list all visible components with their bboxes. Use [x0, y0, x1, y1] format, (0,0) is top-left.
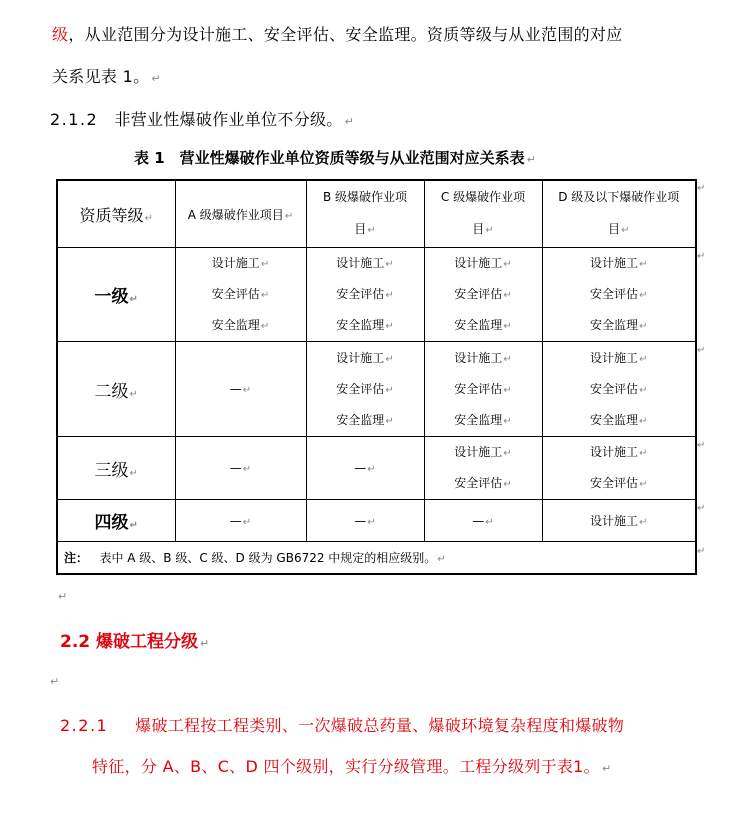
- cell-scope-list: 设计施工↵ 安全评估↵: [542, 437, 696, 500]
- clause-2-2-1-text: 爆破工程按工程类别、一次爆破总药量、爆破环境复杂程度和爆破物: [135, 716, 625, 735]
- cell-mark-icon: ↵: [485, 225, 494, 236]
- cell-scope-list: 设计施工↵ 安全评估↵ 安全监理↵: [542, 342, 696, 437]
- cell-scope-list: 设计施工↵ 安全评估↵ 安全监理↵: [175, 248, 306, 342]
- cell-not-applicable: —↵: [175, 437, 306, 500]
- intro-line-2-text: 关系见表 1。: [52, 67, 150, 86]
- table-row: [57, 437, 696, 500]
- cell-not-applicable: —↵: [306, 500, 424, 542]
- qualification-table: [56, 179, 697, 575]
- clause-2-1-2-text: 非营业性爆破作业单位不分级。: [114, 110, 343, 129]
- paragraph-mark-icon: ↵: [526, 153, 536, 166]
- row-end-mark-icon: ↵: [697, 345, 706, 356]
- paragraph-mark-icon: ↵: [58, 590, 68, 603]
- intro-line-1-text: ，从业范围分为设计施工、安全评估、安全监理。资质等级与从业范围的对应: [68, 25, 623, 44]
- row-end-mark-icon: ↵: [697, 251, 706, 262]
- section-2-2-heading: [60, 627, 209, 652]
- header-d-level: D 级及以下爆破作业项 目↵: [542, 180, 696, 248]
- cell-scope-list: 设计施工↵ 安全评估↵ 安全监理↵: [542, 248, 696, 342]
- section-2-2-heading-text: 2.2 爆破工程分级: [60, 632, 199, 652]
- cell-scope-list: 设计施工↵ 安全评估↵ 安全监理↵: [424, 342, 542, 437]
- table-row: [57, 500, 696, 542]
- cell-mark-icon: ↵: [144, 212, 153, 224]
- table-row: [57, 342, 696, 437]
- row-end-mark-icon: ↵: [697, 440, 706, 451]
- cell-mark-icon: ↵: [129, 467, 138, 479]
- clause-2-2-1-line-1: [60, 713, 624, 736]
- header-c-level: C 级爆破作业项 目↵: [424, 180, 542, 248]
- cell-scope-list: 设计施工↵ 安全评估↵: [424, 437, 542, 500]
- table-row: [57, 248, 696, 342]
- cell-not-applicable: —↵: [175, 500, 306, 542]
- table-caption: [134, 147, 536, 168]
- paragraph-mark-icon: ↵: [200, 637, 210, 650]
- row-end-mark-icon: ↵: [697, 183, 706, 194]
- clause-2-2-1-line-2: [92, 754, 612, 777]
- header-qualification-level: 资质等级↵: [57, 180, 175, 248]
- cell-scope-list: 设计施工↵ 安全评估↵ 安全监理↵: [306, 342, 424, 437]
- clause-2-1-2: [50, 107, 354, 130]
- paragraph-mark-icon: ↵: [151, 72, 161, 85]
- cell-mark-icon: ↵: [129, 520, 138, 531]
- clause-2-2-1-number: 2.2.1: [60, 716, 109, 735]
- intro-line-2: [52, 64, 161, 87]
- row-level-label: 四级↵: [57, 500, 175, 542]
- row-end-mark-icon: ↵: [697, 546, 706, 557]
- cell-not-applicable: —↵: [175, 342, 306, 437]
- table-note-row: [57, 542, 696, 575]
- paragraph-mark-icon: ↵: [50, 675, 60, 688]
- cell-not-applicable: —↵: [306, 437, 424, 500]
- cell-mark-icon: ↵: [129, 294, 138, 305]
- table-note: 注： 表中 A 级、B 级、C 级、D 级为 GB6722 中规定的相应级别。↵: [57, 542, 696, 575]
- cell-mark-icon: ↵: [621, 225, 630, 236]
- cell-scope-list: 设计施工↵ 安全评估↵ 安全监理↵: [306, 248, 424, 342]
- clause-2-2-1-text-2: 特征，分 A、B、C、D 四个级别，实行分级管理。工程分级列于表1。: [92, 757, 600, 776]
- cell-not-applicable: —↵: [424, 500, 542, 542]
- cell-mark-icon: ↵: [129, 388, 138, 400]
- note-label: 注：: [64, 551, 89, 565]
- cell-mark-icon: ↵: [284, 210, 294, 222]
- paragraph-mark-icon: ↵: [601, 762, 612, 775]
- clause-2-1-2-number: 2.1.2: [50, 110, 99, 129]
- table-caption-text: 表 1 营业性爆破作业单位资质等级与从业范围对应关系表: [134, 149, 525, 167]
- cell-scope-list: 设计施工↵ 安全评估↵ 安全监理↵: [424, 248, 542, 342]
- header-b-level: B 级爆破作业项 目↵: [306, 180, 424, 248]
- row-level-label: 一级↵: [57, 248, 175, 342]
- intro-red-char: 级: [52, 25, 69, 44]
- paragraph-mark-icon: ↵: [344, 115, 355, 128]
- note-text: 表中 A 级、B 级、C 级、D 级为 GB6722 中规定的相应级别。: [99, 551, 437, 565]
- row-level-label: 三级↵: [57, 437, 175, 500]
- row-end-mark-icon: ↵: [697, 503, 706, 514]
- header-a-level: A 级爆破作业项目↵: [175, 180, 306, 248]
- row-level-label: 二级↵: [57, 342, 175, 437]
- intro-line-1: [52, 22, 623, 45]
- table-header-row: [57, 180, 696, 248]
- cell-scope-list: 设计施工↵: [542, 500, 696, 542]
- cell-mark-icon: ↵: [367, 225, 376, 236]
